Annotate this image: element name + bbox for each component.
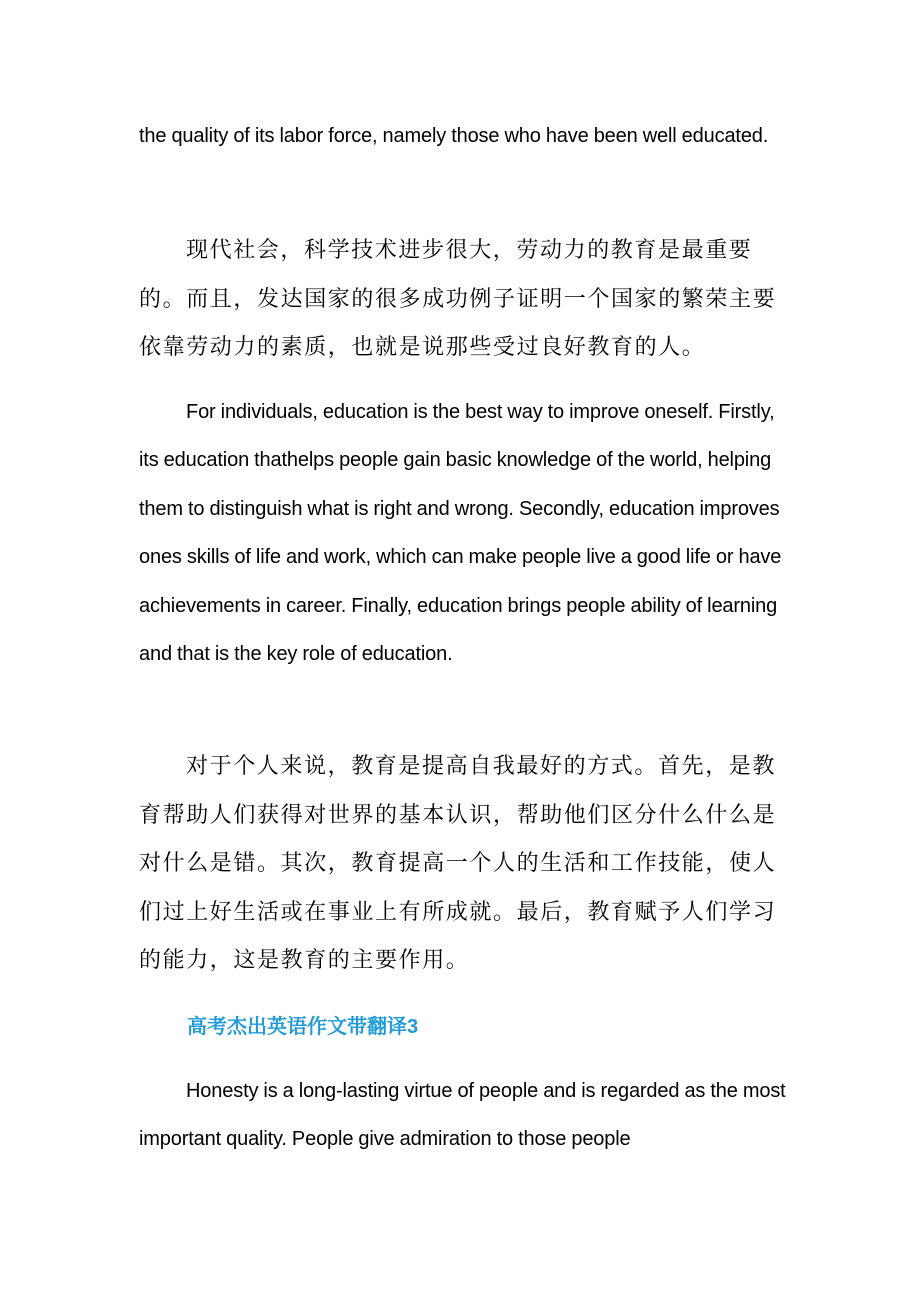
paragraph-chinese-translation-2: 对于个人来说，教育是提高自我最好的方式。首先，是教育帮助人们获得对世界的基本认识，帮助他们区分什么什么是对什么是错。其次，教育提高一个人的生活和工作技能，使人们过上好生活或在事业上有所成就。最后，教育赋予人们学习的能力，这是教育的主要作用。 [139, 754, 777, 974]
paragraph-english-individuals: For individuals, education is the best way to improve oneself. Firstly, its education thathelps people gain basic knowledge of the world, helping them to distinguish what is right and wrong. Secondly, education improves ones skills of life and work, which can make people live a good life or have achievements in career. Finally, education brings people ability of learning and that is the key role of education. [139, 401, 782, 666]
paragraph-chinese-translation-1: 现代社会，科学技术进步很大，劳动力的教育是最重要的。而且，发达国家的很多成功例子证明一个国家的繁荣主要依靠劳动力的素质，也就是说那些受过良好教育的人。 [139, 238, 777, 361]
paragraph-english-continuation: the quality of its labor force, namely those who have been well educated. [139, 125, 769, 147]
section-heading-3: 高考杰出英语作文带翻译3 [187, 1016, 419, 1038]
paragraph-english-honesty: Honesty is a long-lasting virtue of people and is regarded as the most important quality. People give admiration to those people [139, 1080, 786, 1151]
